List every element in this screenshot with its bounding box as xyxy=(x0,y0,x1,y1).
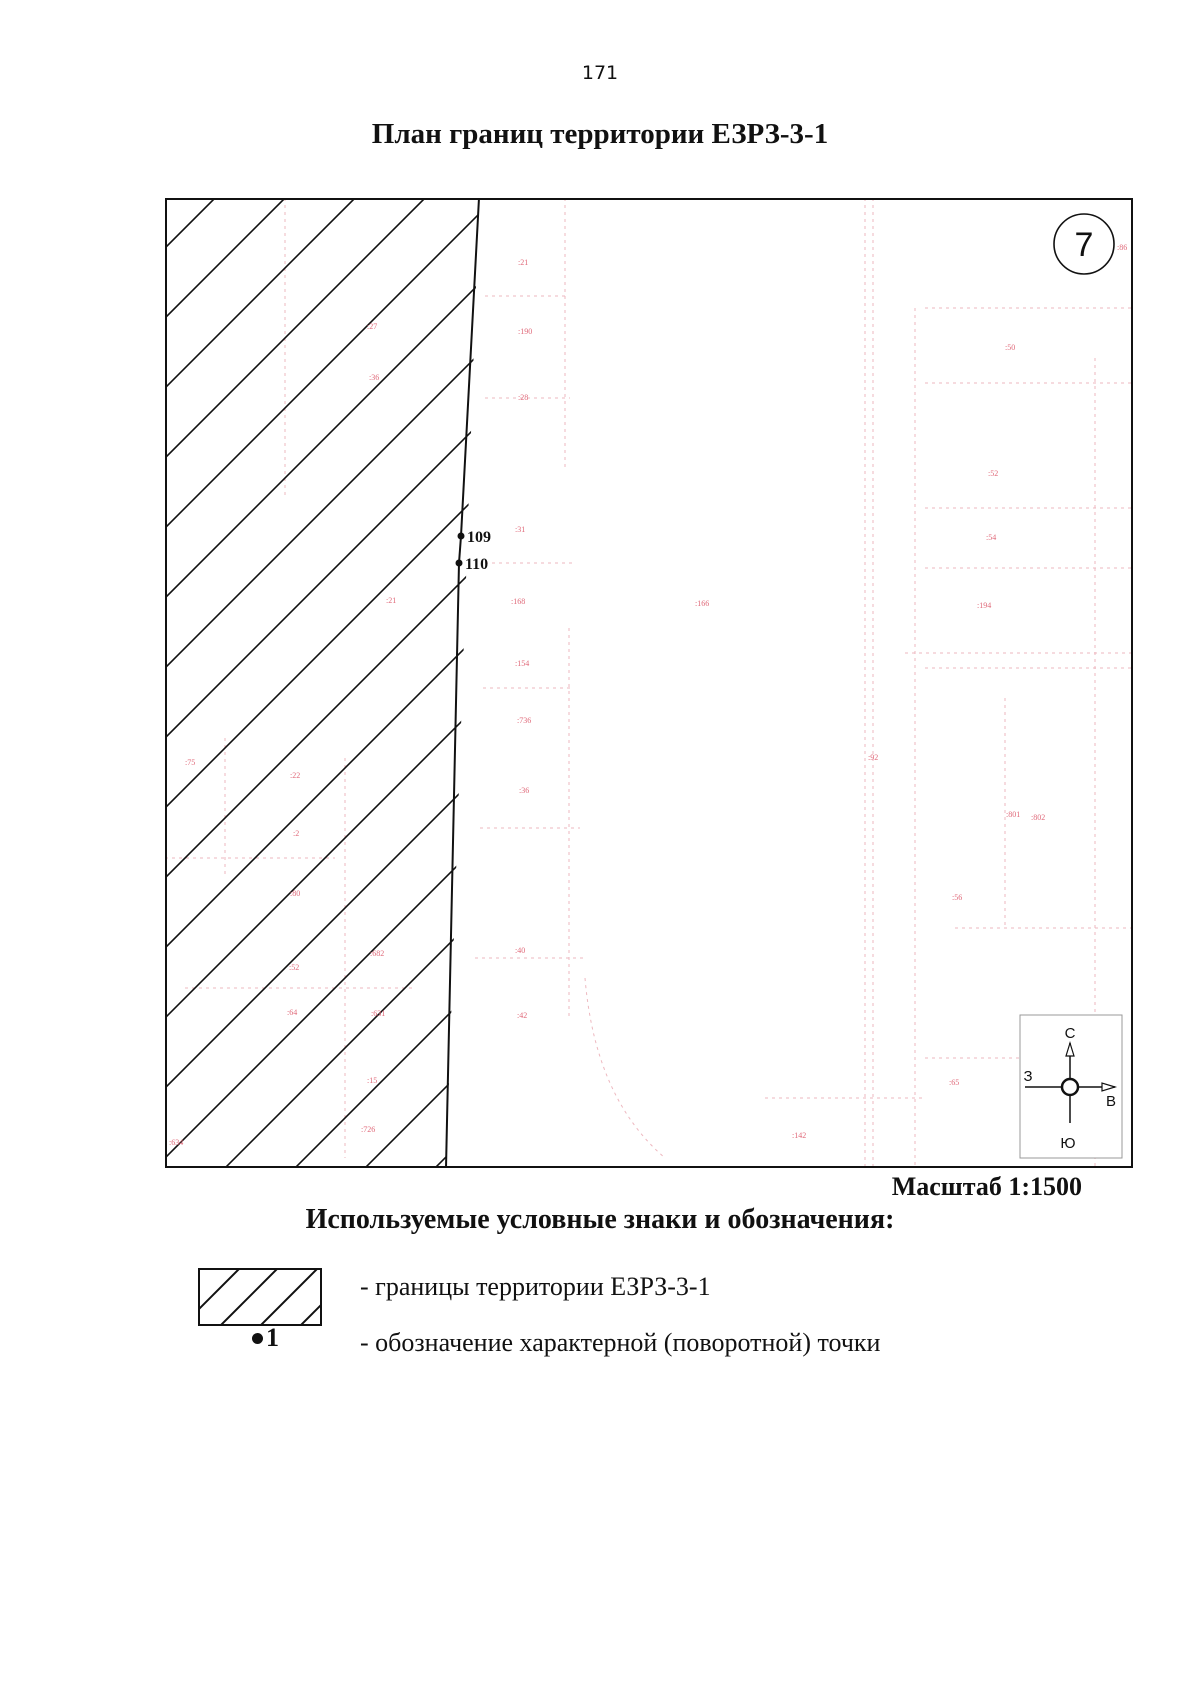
boundary-point-110 xyxy=(456,556,489,573)
parcel-label: :142 xyxy=(792,1131,807,1140)
parcel-label: :22 xyxy=(290,771,301,780)
svg-text:7: 7 xyxy=(1074,226,1094,264)
parcel-label: :52 xyxy=(988,469,999,478)
parcel-label: :736 xyxy=(517,716,532,725)
legend-text-point: - обозначение характерной (поворотной) точки xyxy=(360,1328,881,1357)
sheet-number xyxy=(1054,214,1114,274)
parcel-label: :194 xyxy=(977,601,992,610)
territory-boundary xyxy=(446,198,479,1168)
parcel-label: :21 xyxy=(518,258,529,267)
parcel-label: :92 xyxy=(868,753,879,762)
parcel-label: :726 xyxy=(361,1125,376,1134)
parcel-label: :65 xyxy=(949,1078,960,1087)
point-label: 109 xyxy=(467,529,491,546)
legend-title: Используемые условные знаки и обозначения: xyxy=(305,1204,895,1235)
parcel-label: :75 xyxy=(185,758,196,767)
boundary-point-109 xyxy=(458,529,492,546)
parcel-label: :40 xyxy=(515,946,526,955)
point-icon xyxy=(252,1333,263,1344)
parcel-label: :86 xyxy=(1117,243,1128,252)
parcel-label: :80 xyxy=(290,889,301,898)
legend-point-label: 1 xyxy=(266,1323,279,1352)
parcel-label: :168 xyxy=(511,597,526,606)
parcel-label: :802 xyxy=(1031,813,1046,822)
page-number: 171 xyxy=(581,62,619,84)
parcel-label: :166 xyxy=(695,599,710,608)
cadastral-lines xyxy=(165,198,1133,1168)
parcel-label: :21 xyxy=(386,596,397,605)
parcel-label: :28 xyxy=(518,393,529,402)
map-frame xyxy=(166,199,1132,1167)
parcel-label: :31 xyxy=(515,525,526,534)
parcel-label: :56 xyxy=(952,893,963,902)
territory-hatch xyxy=(165,198,1133,1168)
map-scale: Масштаб 1:1500 xyxy=(891,1172,1082,1201)
parcel-label: :682 xyxy=(370,949,385,958)
parcel-label: :15 xyxy=(367,1076,378,1085)
parcel-label: :27 xyxy=(367,322,378,331)
compass-rose xyxy=(1020,1015,1122,1158)
compass-east: В xyxy=(1105,1093,1117,1110)
parcel-label: :2 xyxy=(293,829,300,838)
parcel-label: :36 xyxy=(369,373,380,382)
parcel-label: :631 xyxy=(371,1009,386,1018)
point-label: 110 xyxy=(465,556,489,573)
compass-south: Ю xyxy=(1060,1135,1076,1152)
parcel-label: :190 xyxy=(518,327,533,336)
page-title: План границ территории ЕЗРЗ-3-1 xyxy=(371,118,829,150)
parcel-label: :154 xyxy=(515,659,530,668)
legend-point-symbol xyxy=(252,1323,279,1353)
parcel-label: :54 xyxy=(986,533,997,542)
boundary-map xyxy=(165,198,1133,1168)
parcel-label: :52 xyxy=(289,963,300,972)
legend-text-boundary: - границы территории ЕЗРЗ-3-1 xyxy=(360,1272,711,1301)
compass-west: З xyxy=(1023,1068,1033,1085)
hatch-icon xyxy=(198,1268,322,1326)
parcel-label: :634 xyxy=(169,1138,184,1147)
compass-north: С xyxy=(1064,1025,1076,1042)
parcel-label: :64 xyxy=(287,1008,298,1017)
parcel-label: :42 xyxy=(517,1011,528,1020)
parcel-label: :50 xyxy=(1005,343,1016,352)
parcel-labels xyxy=(169,243,1127,1147)
parcel-label: :36 xyxy=(519,786,530,795)
parcel-label: :801 xyxy=(1006,810,1021,819)
